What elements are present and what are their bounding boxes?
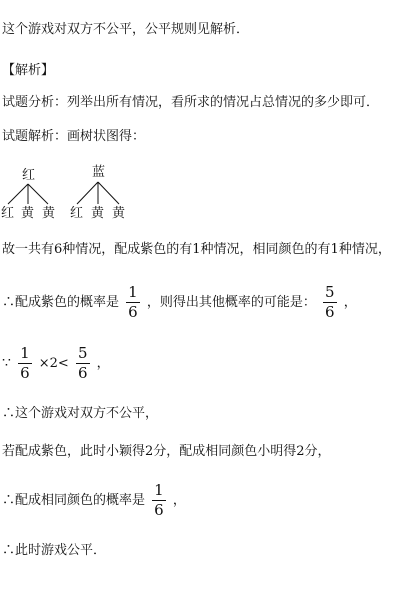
answer-line: 这个游戏对双方不公平，公平规则见解析．	[2, 22, 250, 37]
times-two-less-than: ×2<	[38, 356, 69, 371]
tree-right-child-3: 黄	[112, 206, 126, 221]
analysis-heading: 【解析】	[2, 63, 55, 78]
tree-diagram-left	[0, 168, 60, 228]
unfair-conclusion: ∴这个游戏对双方不公平，	[2, 406, 159, 421]
tree-left-child-1: 红	[1, 206, 15, 221]
tree-left-child-3: 黄	[42, 206, 56, 221]
fraction-numerator: 1	[128, 283, 138, 301]
fraction-five-sixths	[76, 345, 90, 382]
same-color-probability-text: ∴配成相同颜色的概率是	[2, 493, 146, 508]
because-symbol: ∵	[2, 355, 11, 371]
fraction-one-sixth	[152, 482, 166, 519]
fraction-denominator: 6	[154, 501, 164, 519]
fraction-five-sixths	[323, 284, 337, 321]
tree-diagram-right	[68, 165, 132, 229]
comma: ，	[96, 356, 110, 371]
comma: ，	[343, 295, 357, 310]
fraction-denominator: 6	[77, 364, 88, 382]
analysis-text: 试题分析：列举出所有情况，看所求的情况占总情况的多少即可．	[2, 95, 380, 110]
purple-probability-line	[2, 284, 357, 321]
fraction-numerator: 1	[154, 481, 164, 499]
fraction-denominator: 6	[20, 364, 30, 382]
tree-left-root: 红	[22, 168, 36, 183]
fraction-denominator: 6	[325, 303, 335, 321]
purple-probability-text: ∴配成紫色的概率是	[2, 295, 120, 310]
comparison-line	[2, 345, 110, 382]
fraction-numerator: 5	[325, 283, 335, 301]
fraction-numerator: 5	[77, 344, 88, 362]
tree-right-child-2: 黄	[91, 206, 105, 221]
tree-right-root: 蓝	[92, 165, 106, 180]
comma: ，	[172, 493, 186, 508]
fraction-one-sixth	[126, 284, 140, 321]
new-rule: 若配成紫色，此时小颖得2分，配成相同颜色小明得2分，	[2, 444, 331, 459]
fraction-numerator: 1	[20, 344, 30, 362]
tree-right-child-1: 红	[70, 206, 84, 221]
solution-intro: 试题解析：画树状图得：	[2, 129, 146, 144]
fraction-one-sixth	[18, 345, 32, 382]
same-color-probability-line	[2, 482, 186, 519]
fair-conclusion: ∴此时游戏公平．	[2, 543, 107, 558]
other-probability-text: ，则得出其他概率的可能是：	[146, 295, 316, 310]
tree-left-child-2: 黄	[21, 206, 35, 221]
fraction-denominator: 6	[128, 303, 138, 321]
cases-summary: 故一共有6种情况，配成紫色的有1种情况，相同颜色的有1种情况，	[2, 242, 391, 257]
